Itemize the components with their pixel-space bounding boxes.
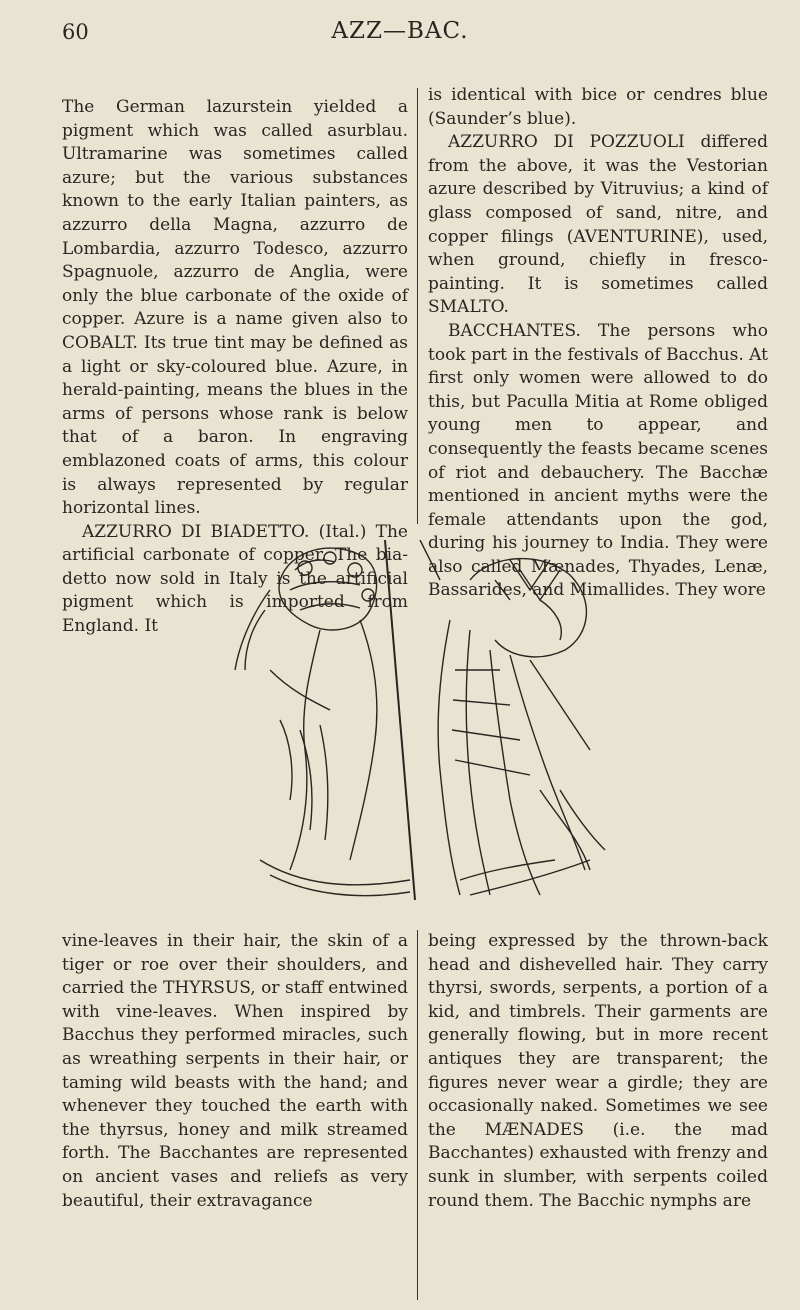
page-number: 60 xyxy=(62,20,89,44)
right-column-bottom xyxy=(428,930,768,1213)
paragraph-azzurro-di-pozzuoli: AZZURRO DI POZZUOLI differed from the above, it was the Vestorian azure described by Vitruvius; a kind of glass composed of sand, nitre, and copper filings (AVENTURINE), used, when ground, chiefly in fresco-painting. It is sometimes called SMALTO. xyxy=(428,132,768,318)
column-divider-top xyxy=(417,88,418,524)
left-column-bottom xyxy=(62,930,408,1213)
paragraph-bacchantes: BACCHANTES. The persons who took part in the festivals of Bacchus. At first only women were allowed to do this, but Paculla Mitia at Rome obliged young men to appear, and consequently the feasts became scenes of riot and debauchery. The Bacchæ mentioned in ancient myths were the female attendants upon the god, during his journey to India. They were also called Mænades, Thyades, Lenæ, Bassarides, and Mimallides. They wore xyxy=(428,320,768,601)
column-divider-bottom xyxy=(417,930,418,1300)
paragraph-lazurstein: The German lazurstein yielded a pigment which was called asurblau. Ultramarine was sometimes called azure; but the various substances known to the early Italian painters, as azzurro della Magna, azzurro de Lombardia, azzurro Todesco, azzurro Spagnuole, azzurro de Anglia, were only the blue carbonate of the oxide of copper. Azure is a name given also to COBALT. Its true tint may be defined as a light or sky-coloured blue. Azure, in herald-painting, means the blues in the arms of persons whose rank is below that of a baron. In engraving emblazoned coats of arms, this colour is always represented by regular horizontal lines. xyxy=(62,97,408,519)
paragraph-thrown-back-head: being expressed by the thrown-back head and dishevelled hair. They carry thyrsi, swords, serpents, a portion of a kid, and timbrels. Their garments are generally flowing, but in more recent antiques they are transparent; the figures never wear a girdle; they are occasionally naked. Sometimes we see the MÆNADES (i.e. the mad Bacchantes) exhausted with frenzy and sunk in slumber, with serpents coiled round them. The Bacchic nymphs are xyxy=(428,931,768,1211)
paragraph-azzurro-di-biadetto: AZZURRO DI BIADETTO. (Ital.) The artificial carbonate of copper. The bia-detto now sold in Italy is the artificial pigment which is imported from England. It xyxy=(62,521,408,637)
running-head: AZZ—BAC. xyxy=(331,18,469,44)
right-column-top xyxy=(428,84,768,603)
paragraph-vine-leaves: vine-leaves in their hair, the skin of a tiger or roe over their shoulders, and carried the THYRSUS, or staff entwined with vine-leaves. When inspired by Bacchus they performed miracles, such as wreathing serpents in their hair, or taming wild beasts with the hand; and whenever they touched the earth with the thyrsus, honey and milk streamed forth. The Bacchantes are represented on ancient vases and reliefs as very beautiful, their extravagance xyxy=(62,931,408,1211)
paragraph-bice: is identical with bice or cendres blue (Saunder’s blue). xyxy=(428,85,768,129)
bacchante-engraving-icon xyxy=(210,540,620,910)
